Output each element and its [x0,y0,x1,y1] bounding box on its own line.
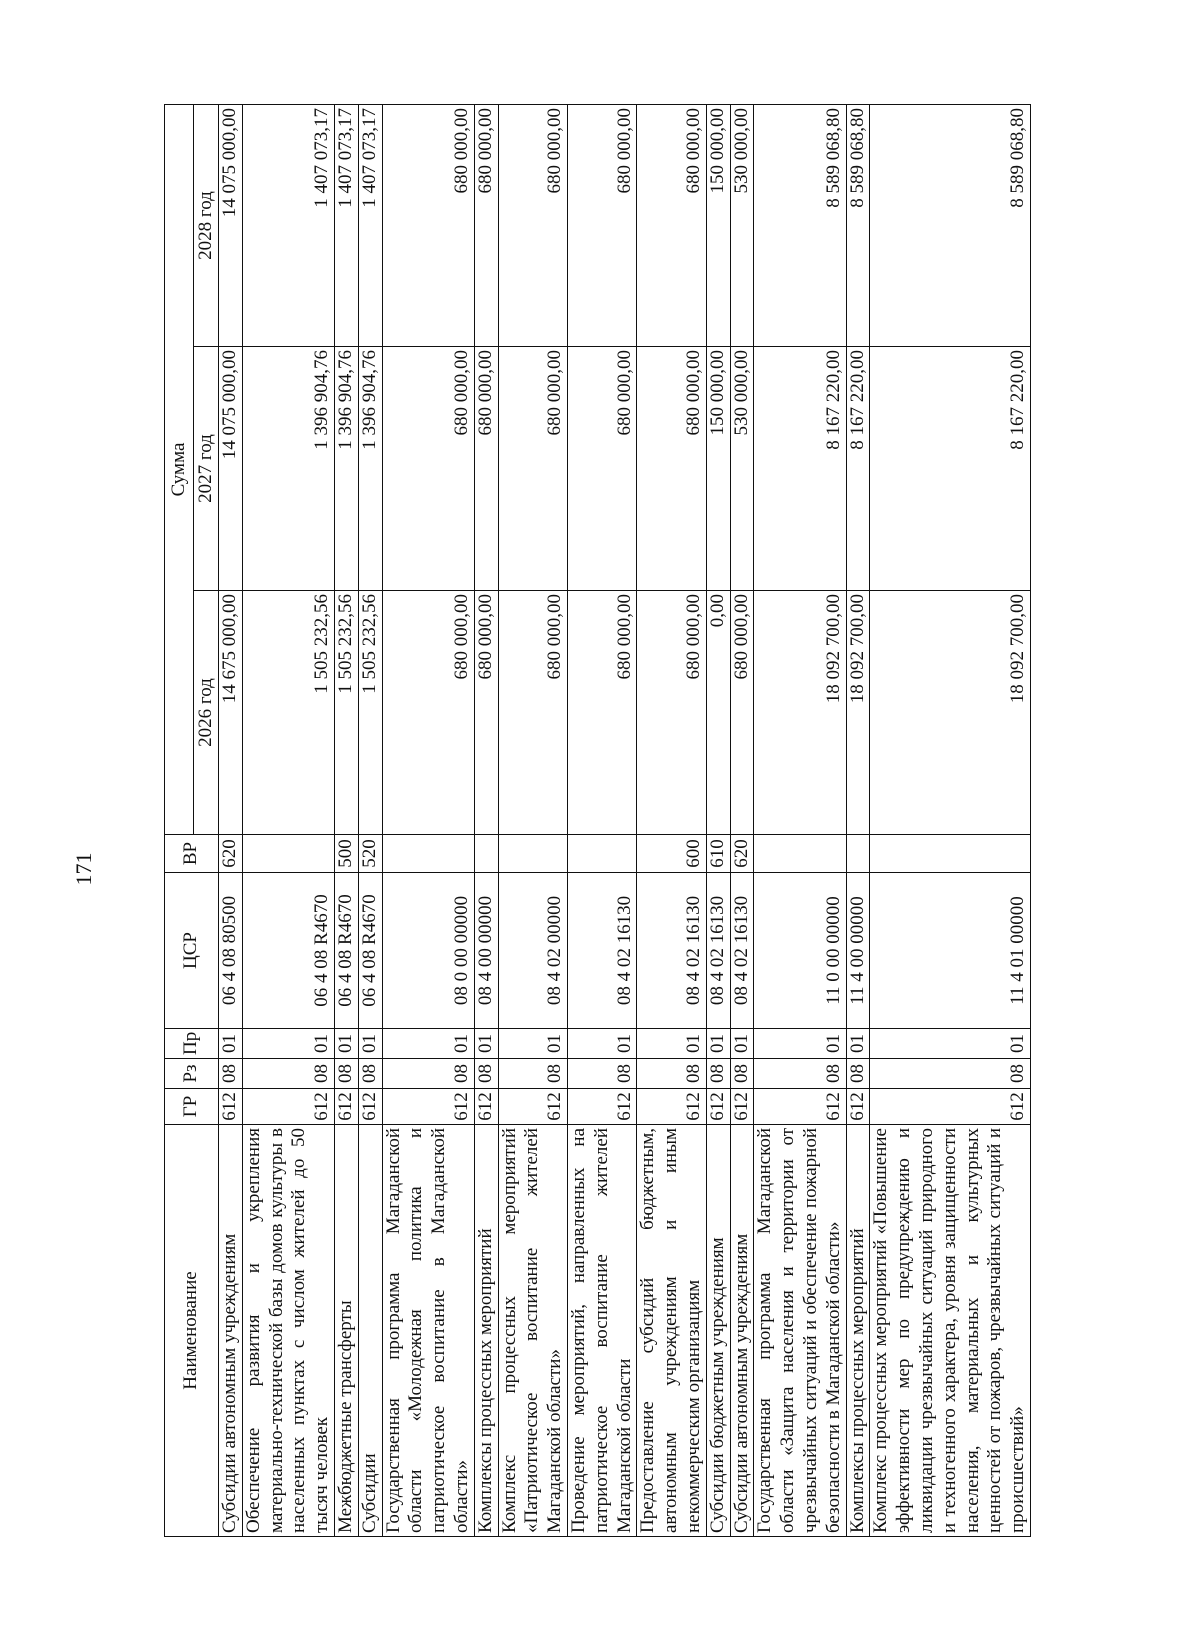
cell-y2027: 1 396 904,76 [242,347,334,591]
cell-pr: 01 [730,1029,754,1059]
cell-rz: 08 [498,1059,567,1089]
cell-pr: 01 [242,1029,334,1059]
cell-name: Государственная программа Магаданской области «Защита населения и территории от чрезвычайных ситуаций и обеспечение пожарной безопасности в Магаданской области» [754,1125,846,1537]
cell-name: Субсидии автономным учреждениям [730,1125,754,1537]
page-number: 171 [71,852,96,886]
rotated-table-wrapper [164,105,1174,1537]
cell-csr: 08 4 02 16130 [637,873,706,1029]
cell-gr: 612 [730,1089,754,1125]
cell-gr: 612 [567,1089,636,1125]
cell-rz: 08 [567,1059,636,1089]
cell-y2027: 680 000,00 [498,347,567,591]
cell-name: Предоставление субсидий бюджетным, автономным учреждениям и иным некоммерческим организациям [637,1125,706,1537]
table-row [730,104,754,1536]
cell-pr: 01 [334,1029,358,1059]
cell-y2027: 530 000,00 [730,347,754,591]
cell-y2028: 1 407 073,17 [334,104,358,346]
cell-pr: 01 [706,1029,730,1059]
cell-csr: 08 0 00 00000 [382,873,474,1029]
cell-gr: 612 [358,1089,382,1125]
cell-y2027: 1 396 904,76 [334,347,358,591]
table-row [846,104,870,1536]
cell-vr: 500 [334,835,358,873]
cell-vr [754,835,846,873]
cell-pr: 01 [754,1029,846,1059]
budget-table [164,104,1031,1537]
cell-y2027: 14 075 000,00 [219,347,243,591]
cell-name: Комплекс процессных мероприятий «Повышение эффективности мер по предупреждению и ликвидации чрезвычайных ситуаций природного и техногенного характера, уровня защищенности населения, материальных и культурных ценностей от пожаров, чрезвычайных ситуаций и происшествий» [870,1125,1031,1537]
cell-y2026: 1 505 232,56 [334,591,358,835]
cell-name: Субсидии бюджетным учреждениям [706,1125,730,1537]
cell-csr: 08 4 02 00000 [498,873,567,1029]
cell-vr [242,835,334,873]
table-row [358,104,382,1536]
cell-rz: 08 [334,1059,358,1089]
cell-y2028: 680 000,00 [637,104,706,346]
cell-name: Субсидии [358,1125,382,1537]
cell-y2026: 680 000,00 [498,591,567,835]
cell-y2027: 8 167 220,00 [846,347,870,591]
cell-vr [474,835,498,873]
cell-y2028: 14 075 000,00 [219,104,243,346]
cell-gr: 612 [242,1089,334,1125]
cell-y2026: 18 092 700,00 [870,591,1031,835]
cell-y2028: 150 000,00 [706,104,730,346]
cell-name: Комплекс процессных мероприятий «Патриотическое воспитание жителей Магаданской области» [498,1125,567,1537]
cell-name: Межбюджетные трансферты [334,1125,358,1537]
cell-vr: 620 [730,835,754,873]
cell-rz: 08 [730,1059,754,1089]
col-header-gr: ГР [165,1089,219,1125]
cell-y2026: 680 000,00 [567,591,636,835]
cell-y2027: 680 000,00 [382,347,474,591]
cell-y2026: 680 000,00 [474,591,498,835]
cell-name: Государственная программа Магаданской области «Молодежная политика и патриотическое воспитание в Магаданской области» [382,1125,474,1537]
col-header-vr: ВР [165,835,219,873]
cell-y2028: 1 407 073,17 [242,104,334,346]
cell-pr: 01 [498,1029,567,1059]
cell-gr: 612 [219,1089,243,1125]
cell-vr [567,835,636,873]
cell-gr: 612 [637,1089,706,1125]
cell-y2026: 680 000,00 [637,591,706,835]
cell-name: Комплексы процессных мероприятий [474,1125,498,1537]
cell-pr: 01 [637,1029,706,1059]
cell-gr: 612 [870,1089,1031,1125]
cell-rz: 08 [219,1059,243,1089]
cell-y2027: 1 396 904,76 [358,347,382,591]
cell-y2028: 1 407 073,17 [358,104,382,346]
col-header-rz: Рз [165,1059,219,1089]
cell-rz: 08 [382,1059,474,1089]
cell-gr: 612 [846,1089,870,1125]
cell-y2026: 1 505 232,56 [242,591,334,835]
cell-y2027: 8 167 220,00 [870,347,1031,591]
col-header-pr: Пр [165,1029,219,1059]
header-row-top [165,104,194,1536]
cell-gr: 612 [382,1089,474,1125]
cell-y2028: 680 000,00 [498,104,567,346]
cell-gr: 612 [334,1089,358,1125]
cell-csr: 11 4 01 00000 [870,873,1031,1029]
cell-gr: 612 [706,1089,730,1125]
col-header-csr: ЦСР [165,873,219,1029]
cell-rz: 08 [870,1059,1031,1089]
cell-csr: 08 4 02 16130 [567,873,636,1029]
cell-name: Комплексы процессных мероприятий [846,1125,870,1537]
table-row [498,104,567,1536]
col-header-sum: Сумма [165,104,194,834]
cell-rz: 08 [706,1059,730,1089]
cell-name: Субсидии автономным учреждениям [219,1125,243,1537]
cell-pr: 01 [567,1029,636,1059]
cell-y2028: 8 589 068,80 [754,104,846,346]
cell-name: Проведение мероприятий, направленных на патриотическое воспитание жителей Магаданской области [567,1125,636,1537]
table-row [219,104,243,1536]
cell-y2028: 680 000,00 [382,104,474,346]
cell-y2026: 14 675 000,00 [219,591,243,835]
col-header-2028: 2028 год [194,104,219,346]
cell-y2027: 680 000,00 [474,347,498,591]
cell-rz: 08 [474,1059,498,1089]
cell-y2027: 680 000,00 [567,347,636,591]
table-row [754,104,846,1536]
table-row [242,104,334,1536]
cell-y2027: 680 000,00 [637,347,706,591]
cell-pr: 01 [870,1029,1031,1059]
table-row [637,104,706,1536]
cell-gr: 612 [754,1089,846,1125]
cell-y2028: 530 000,00 [730,104,754,346]
table-row [870,104,1031,1536]
cell-vr: 520 [358,835,382,873]
cell-csr: 08 4 00 00000 [474,873,498,1029]
table-row [474,104,498,1536]
cell-csr: 08 4 02 16130 [730,873,754,1029]
cell-csr: 08 4 02 16130 [706,873,730,1029]
cell-gr: 612 [498,1089,567,1125]
cell-vr [382,835,474,873]
cell-y2028: 680 000,00 [567,104,636,346]
cell-pr: 01 [358,1029,382,1059]
cell-y2028: 8 589 068,80 [870,104,1031,346]
cell-rz: 08 [754,1059,846,1089]
cell-pr: 01 [846,1029,870,1059]
cell-csr: 11 4 00 00000 [846,873,870,1029]
cell-y2026: 18 092 700,00 [846,591,870,835]
table-row [706,104,730,1536]
cell-vr [498,835,567,873]
cell-y2027: 150 000,00 [706,347,730,591]
cell-csr: 06 4 08 R4670 [358,873,382,1029]
cell-csr: 06 4 08 R4670 [242,873,334,1029]
cell-pr: 01 [382,1029,474,1059]
cell-name: Обеспечение развития и укрепления материально-технической базы домов культуры в населенных пунктах с числом жителей до 50 тысяч человек [242,1125,334,1537]
cell-y2027: 8 167 220,00 [754,347,846,591]
cell-y2026: 680 000,00 [382,591,474,835]
col-header-2027: 2027 год [194,347,219,591]
table-body [219,104,1031,1536]
table-row [567,104,636,1536]
cell-csr: 11 0 00 00000 [754,873,846,1029]
cell-y2028: 680 000,00 [474,104,498,346]
cell-vr: 620 [219,835,243,873]
cell-vr: 610 [706,835,730,873]
cell-y2026: 18 092 700,00 [754,591,846,835]
cell-rz: 08 [846,1059,870,1089]
cell-csr: 06 4 08 R4670 [334,873,358,1029]
table-row [382,104,474,1536]
cell-csr: 06 4 08 80500 [219,873,243,1029]
cell-vr: 600 [637,835,706,873]
cell-pr: 01 [474,1029,498,1059]
cell-gr: 612 [474,1089,498,1125]
col-header-name: Наименование [165,1125,219,1537]
cell-y2028: 8 589 068,80 [846,104,870,346]
table-row [334,104,358,1536]
cell-vr [870,835,1031,873]
cell-y2026: 1 505 232,56 [358,591,382,835]
cell-rz: 08 [637,1059,706,1089]
cell-y2026: 0,00 [706,591,730,835]
col-header-2026: 2026 год [194,591,219,835]
cell-pr: 01 [219,1029,243,1059]
cell-vr [846,835,870,873]
cell-rz: 08 [242,1059,334,1089]
cell-rz: 08 [358,1059,382,1089]
cell-y2026: 680 000,00 [730,591,754,835]
